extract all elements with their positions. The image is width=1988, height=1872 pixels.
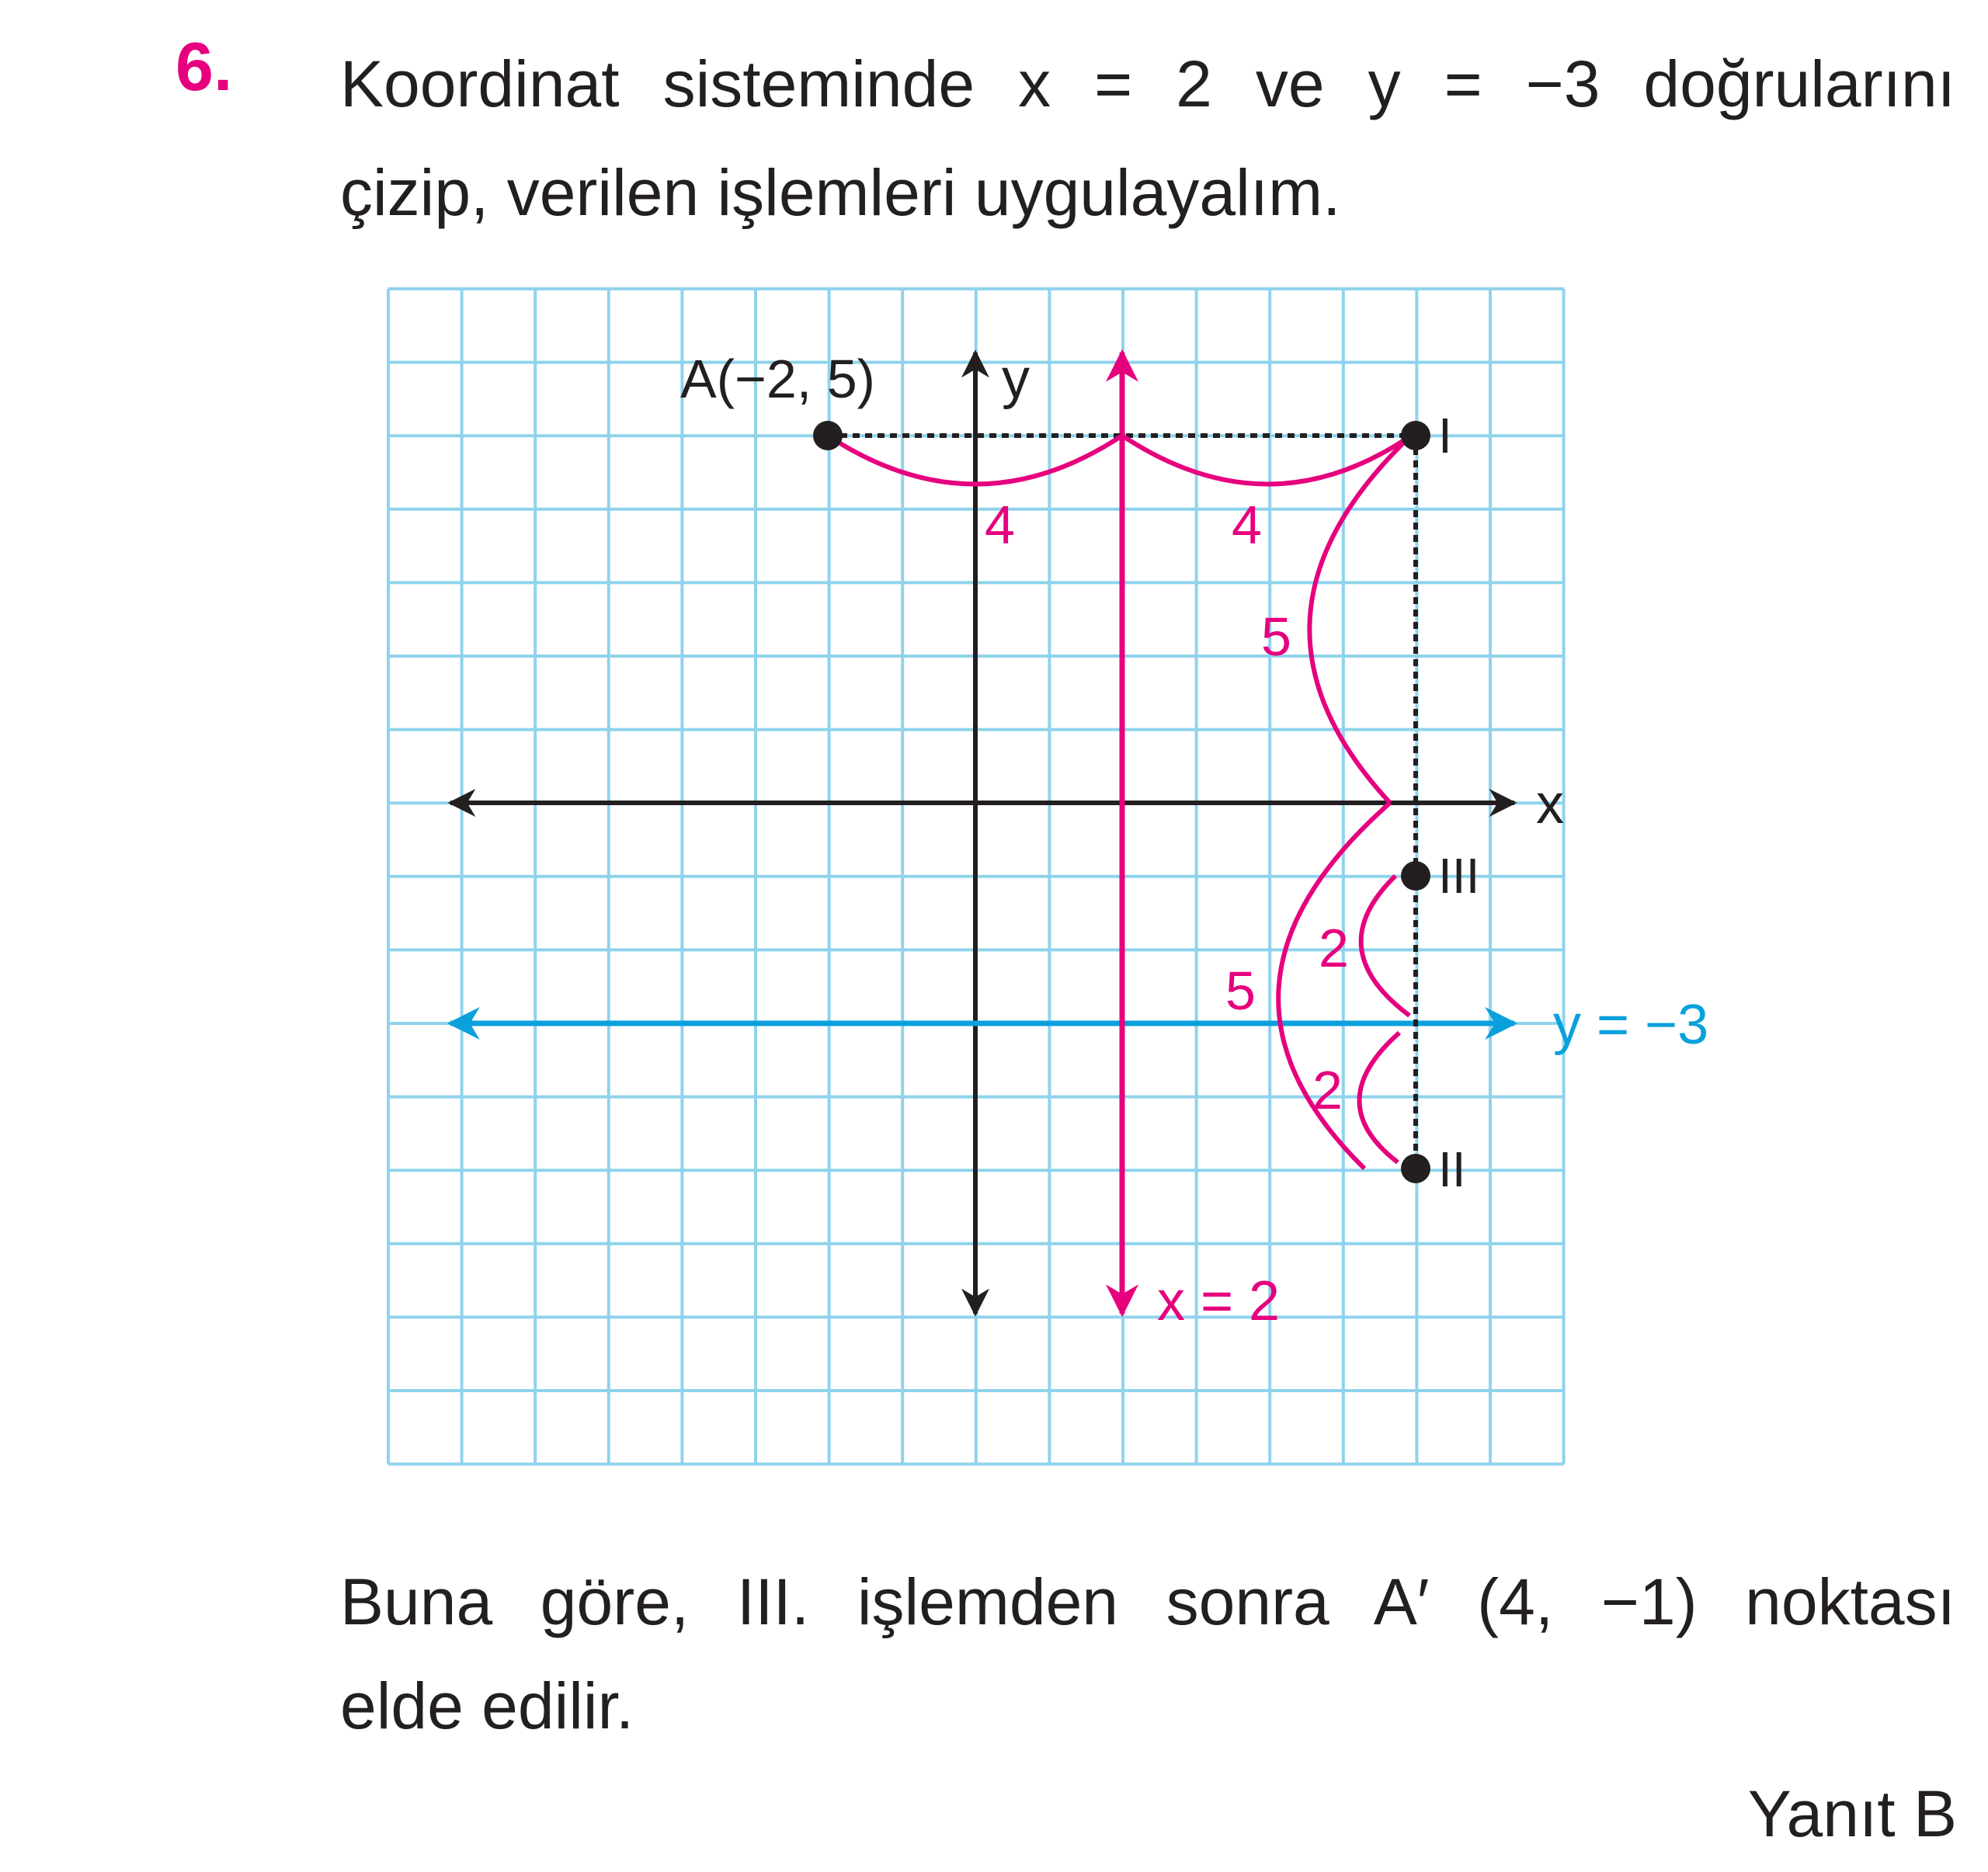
- arc-small-upper: [1361, 876, 1409, 1016]
- arc-right-upper: [1309, 436, 1411, 803]
- distance-right-upper: 5: [1261, 606, 1291, 667]
- line-y-minus-3-label: y = −3: [1553, 994, 1709, 1056]
- point-i: [1401, 421, 1430, 450]
- result-text: Yanıt B: [1747, 1777, 1957, 1850]
- point-a: [813, 421, 843, 450]
- y-axis-label: y: [1002, 348, 1030, 410]
- arc-top-right: [1122, 436, 1411, 484]
- question-number: 6.: [176, 28, 233, 105]
- answer-text: [340, 1550, 1955, 1758]
- distance-small-lower: 2: [1312, 1060, 1343, 1120]
- point-ii-label: II: [1438, 1141, 1466, 1197]
- point-iii: [1401, 861, 1430, 891]
- point-i-label: I: [1438, 408, 1452, 464]
- distance-right-lower: 5: [1225, 960, 1256, 1021]
- distance-small-upper: 2: [1319, 918, 1349, 978]
- line-x2-label: x = 2: [1157, 1270, 1281, 1332]
- question-line-2: çizip, verilen işlemleri uygulayalım.: [340, 156, 1341, 229]
- question-line-1: Koordinat sisteminde x = 2 ve y = −3 doğrularını: [340, 47, 1955, 120]
- x-axis-label: x: [1536, 773, 1564, 835]
- answer-line-1: Buna göre, III. işlemden sonra A′ (4, −1) noktası: [340, 1565, 1955, 1638]
- distance-top-left: 4: [985, 495, 1015, 555]
- distance-top-right: 4: [1232, 495, 1262, 555]
- point-ii: [1401, 1154, 1430, 1183]
- point-iii-label: III: [1438, 848, 1480, 904]
- point-a-label: A(−2, 5): [680, 349, 875, 409]
- answer-line-2: elde edilir.: [340, 1669, 634, 1742]
